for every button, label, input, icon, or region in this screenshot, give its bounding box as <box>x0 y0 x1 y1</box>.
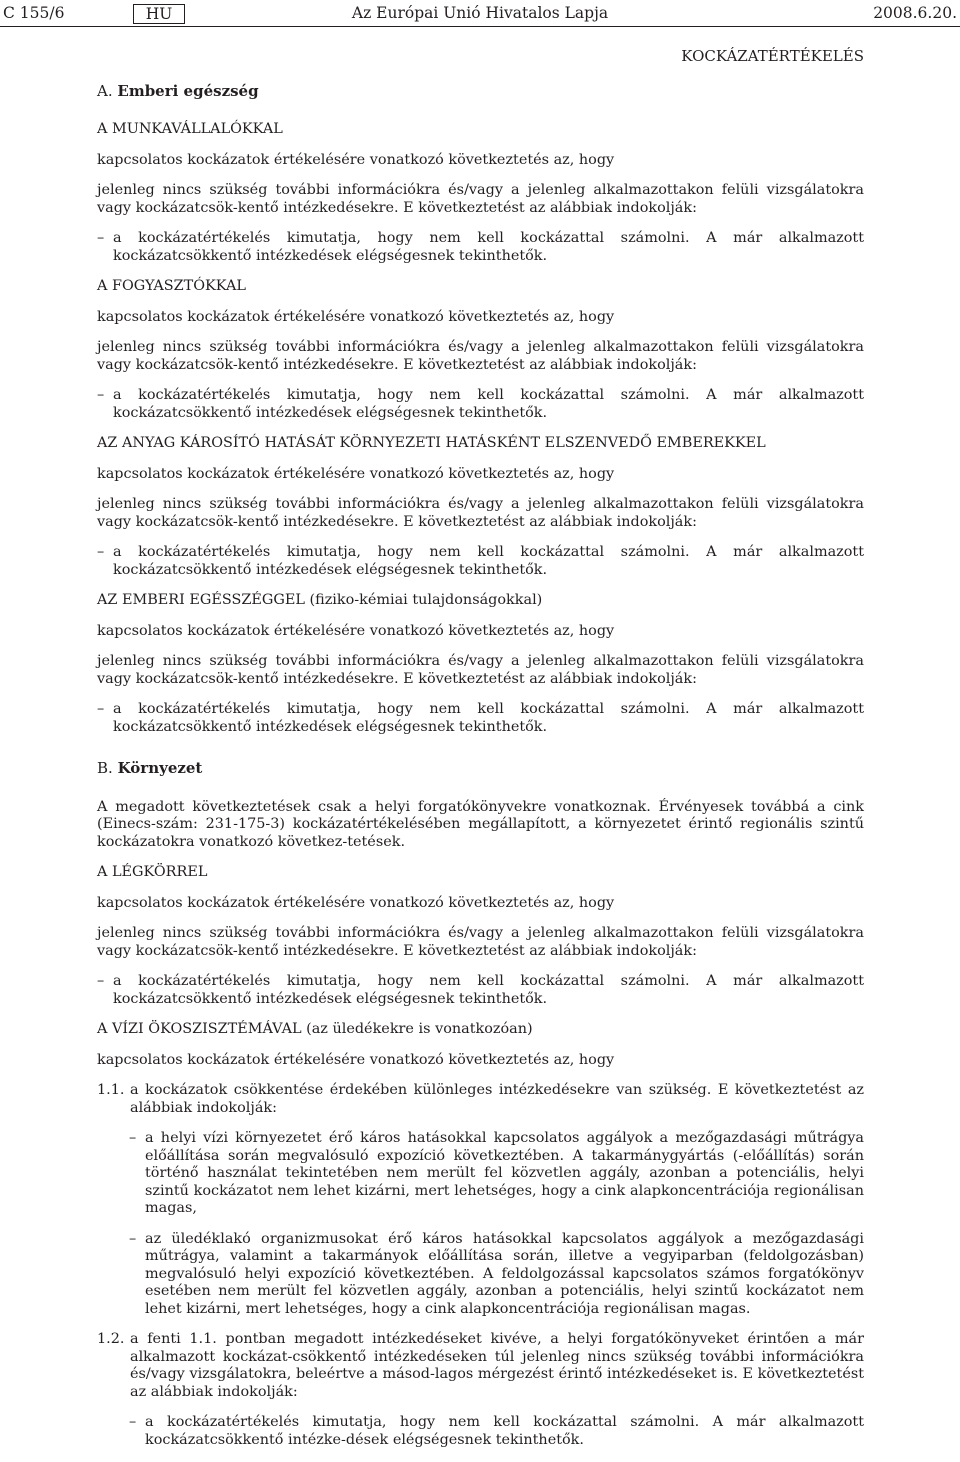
reason-item <box>97 544 864 579</box>
dash-marker: – <box>97 230 105 246</box>
header-divider <box>0 26 960 27</box>
dash-marker: – <box>97 544 105 560</box>
lead-sentence: kapcsolatos kockázatok értékelésére vonatkozó következtetés az, hogy <box>97 151 615 168</box>
conclusion-paragraph: jelenleg nincs szükség további információkra és/vagy a jelenleg alkalmazottakon felüli vizsgálatokra vagy kockázatcsök-kentő intézkedésekre. E következtetést az alábbiak indokolják: <box>97 653 864 687</box>
group-heading: AZ ANYAG KÁROSÍTÓ HATÁSÁT KÖRNYEZETI HATÁSKÉNT ELSZENVEDŐ EMBEREKKEL <box>97 435 766 451</box>
conclusion-paragraph: jelenleg nincs szükség további információkra és/vagy a jelenleg alkalmazottakon felüli vizsgálatokra vagy kockázatcsök-kentő intézkedésekre. E következtetést az alábbiak indokolják: <box>97 925 864 959</box>
sub-bullet <box>97 1231 864 1319</box>
sub-bullet <box>97 1414 864 1449</box>
dash-marker: – <box>97 387 105 403</box>
section-b-letter: B. <box>97 759 113 777</box>
aquatic-heading: A VÍZI ÖKOSZISZTÉMÁVAL (az üledékekre is vonatkozóan) <box>97 1021 533 1037</box>
item-number: 1.2. <box>97 1331 125 1347</box>
section-a-letter: A. <box>97 81 113 100</box>
numbered-item-1-2 <box>97 1331 864 1401</box>
section-a-heading <box>97 83 864 101</box>
page-header <box>0 2 960 24</box>
section-a-title: Emberi egészség <box>117 81 259 100</box>
sub-bullet <box>97 1130 864 1218</box>
conclusion-paragraph: jelenleg nincs szükség további információkra és/vagy a jelenleg alkalmazottakon felüli vizsgálatokra vagy kockázatcsök-kentő intézkedésekre. E következtetést az alábbiak indokolják: <box>97 496 864 530</box>
bullet-text: a helyi vízi környezetet érő káros hatásokkal kapcsolatos aggályok a mezőgazdasági műtrágya előállítása során megvalósuló expozíció következtében. A takarmánygyártás (-előállítás) során történő használat tekintetében nem merült fel közvetlen aggály, azonban a potenciális, helyi szintű kockázatot nem lehet kizárni, mert lehetséges, hogy a cink alapkoncentrációja regionálisan magas, <box>145 1130 864 1216</box>
section-b-heading <box>97 760 864 778</box>
reason-item <box>97 230 864 265</box>
reason-text: a kockázatértékelés kimutatja, hogy nem kell kockázattal számolni. A már alkalmazott kockázatcsökkentő intézkedések elégségesnek tekinthetők. <box>113 544 864 578</box>
reason-text: a kockázatértékelés kimutatja, hogy nem kell kockázattal számolni. A már alkalmazott kockázatcsökkentő intézkedések elégségesnek tekinthetők. <box>113 701 864 735</box>
item-text: a kockázatok csökkentése érdekében különleges intézkedésekre van szükség. E következtetést az alábbiak indokolják: <box>130 1082 864 1116</box>
bullet-text: az üledéklakó organizmusokat érő káros hatásokkal kapcsolatos aggályok a mezőgazdasági műtrágya, valamint a takarmányok előállítása során, illetve a vegyiparban (feldolgozásban) megvalósuló helyi expozíció következtében. A feldolgozással kapcsolatos számos forgatókönyv esetében nem merült fel közvetlen aggály, azonban a potenciális, helyi szintű kockázatot nem lehet kizárni, mert lehetséges, hogy a cink alapkoncentrációja regionálisan magas. <box>145 1230 864 1317</box>
numbered-item-1-1 <box>97 1082 864 1117</box>
group-heading: A FOGYASZTÓKKAL <box>97 278 246 294</box>
reason-item <box>97 973 864 1008</box>
lead-sentence: kapcsolatos kockázatok értékelésére vonatkozó következtetés az, hogy <box>97 1051 615 1068</box>
reason-text: a kockázatértékelés kimutatja, hogy nem kell kockázattal számolni. A már alkalmazott kockázatcsökkentő intézkedések elégségesnek tekinthetők. <box>113 387 864 421</box>
lead-sentence: kapcsolatos kockázatok értékelésére vonatkozó következtetés az, hogy <box>97 894 615 911</box>
dash-marker: – <box>129 1130 137 1146</box>
reason-text: a kockázatértékelés kimutatja, hogy nem kell kockázattal számolni. A már alkalmazott kockázatcsökkentő intézkedések elégségesnek tekinthetők. <box>113 973 864 1007</box>
item-text: a fenti 1.1. pontban megadott intézkedéseket kivéve, a helyi forgatókönyveket érintően a már alkalmazott kockázat-csökkentő intézkedéseken túl jelenleg nincs szükség további információkra és/vagy vizsgálatokra, beleértve a másod-lagos mérgezést érintő intézkedéseket is. E következtetést az alábbiak indokolják: <box>130 1331 864 1400</box>
publication-date: 2008.6.20. <box>873 4 957 22</box>
lead-sentence: kapcsolatos kockázatok értékelésére vonatkozó következtetés az, hogy <box>97 622 615 639</box>
reason-text: a kockázatértékelés kimutatja, hogy nem kell kockázattal számolni. A már alkalmazott kockázatcsökkentő intézkedések elégségesnek tekinthetők. <box>113 230 864 264</box>
dash-marker: – <box>97 973 105 989</box>
conclusion-paragraph: jelenleg nincs szükség további információkra és/vagy a jelenleg alkalmazottakon felüli vizsgálatokra vagy kockázatcsök-kentő intézkedésekre. E következtetést az alábbiak indokolják: <box>97 339 864 373</box>
dash-marker: – <box>97 701 105 717</box>
atmosphere-heading: A LÉGKÖRREL <box>97 864 208 880</box>
group-heading: A MUNKAVÁLLALÓKKAL <box>97 121 283 137</box>
page-number: C 155/6 <box>3 4 65 22</box>
bullet-text: a kockázatértékelés kimutatja, hogy nem kell kockázattal számolni. A már alkalmazott kockázatcsökkentő intézke-dések elégségesnek tekinthetők. <box>145 1414 864 1448</box>
reason-item <box>97 701 864 736</box>
document-body <box>97 48 864 1462</box>
dash-marker: – <box>129 1414 137 1430</box>
section-b-title: Környezet <box>117 759 203 777</box>
reason-item <box>97 387 864 422</box>
group-heading: AZ EMBERI EGÉSSZÉGGEL (fiziko-kémiai tulajdonságokkal) <box>97 592 543 608</box>
spacer <box>97 749 864 760</box>
document-title: KOCKÁZATÉRTÉKELÉS <box>681 47 864 65</box>
journal-title: Az Európai Unió Hivatalos Lapja <box>351 4 609 22</box>
lead-sentence: kapcsolatos kockázatok értékelésére vonatkozó következtetés az, hogy <box>97 465 615 482</box>
conclusion-paragraph: jelenleg nincs szükség további információkra és/vagy a jelenleg alkalmazottakon felüli vizsgálatokra vagy kockázatcsök-kentő intézkedésekre. E következtetést az alábbiak indokolják: <box>97 182 864 216</box>
lead-sentence: kapcsolatos kockázatok értékelésére vonatkozó következtetés az, hogy <box>97 308 615 325</box>
environment-intro: A megadott következtetések csak a helyi forgatókönyvekre vonatkoznak. Érvényesek továbbá a cink (Einecs-szám: 231-175-3) kockázatértékelésében megállapított, a környezetet érintő regionális szintű kockázatokra vonatkozó következ-tetések. <box>97 798 864 850</box>
dash-marker: – <box>129 1230 137 1247</box>
item-number: 1.1. <box>97 1082 125 1098</box>
language-badge: HU <box>133 4 185 24</box>
